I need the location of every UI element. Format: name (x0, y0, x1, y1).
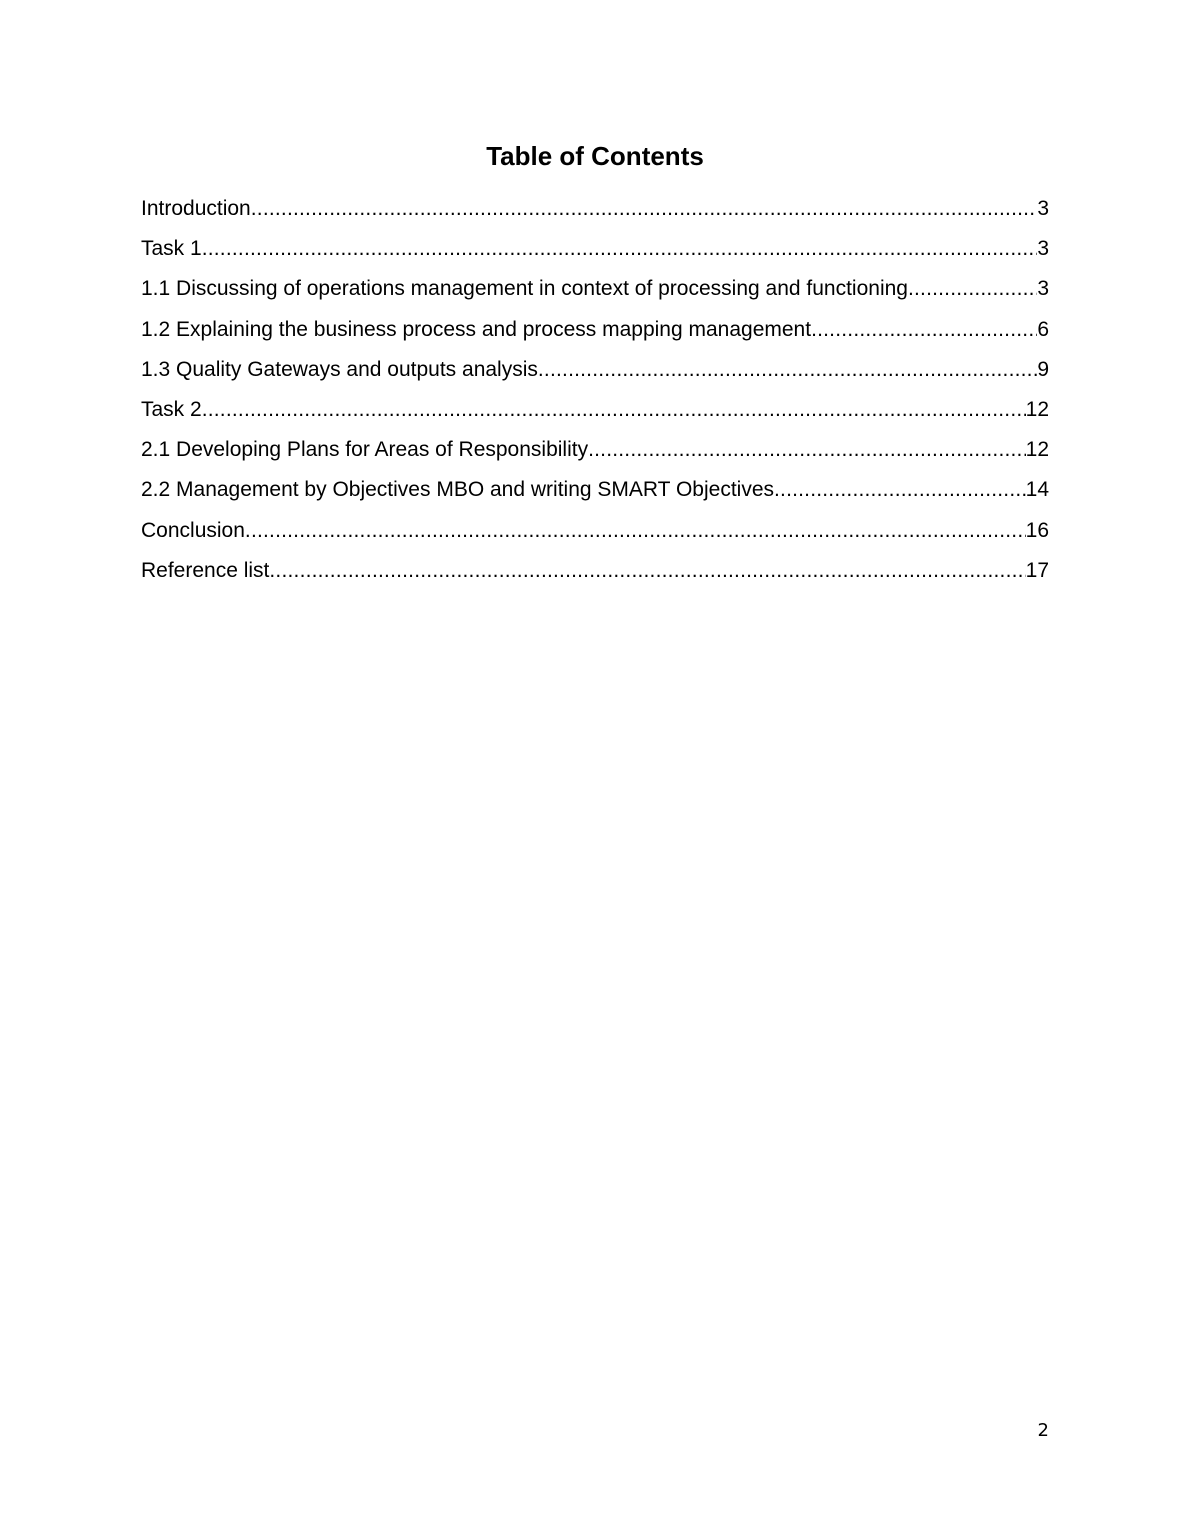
toc-entry-task-2[interactable] (141, 392, 1049, 432)
toc-entry-label: Task 2 (141, 397, 202, 421)
toc-entry-page: 9 (1037, 357, 1049, 381)
toc-list (141, 191, 1049, 593)
toc-entry-introduction[interactable] (141, 191, 1049, 231)
toc-dot-leader (774, 472, 1026, 508)
toc-entry-label: Introduction (141, 197, 251, 220)
toc-entry-1-2[interactable] (141, 312, 1049, 352)
toc-entry-2-1[interactable] (141, 432, 1049, 472)
toc-entry-2-2[interactable] (141, 472, 1049, 512)
toc-entry-page: 3 (1037, 197, 1049, 220)
toc-entry-label: Task 1 (141, 237, 202, 261)
toc-entry-1-3[interactable] (141, 352, 1049, 392)
toc-entry-page: 3 (1037, 237, 1049, 261)
toc-entry-conclusion[interactable] (141, 513, 1049, 553)
toc-dot-leader (202, 392, 1026, 428)
page-number: 2 (1037, 1420, 1049, 1441)
toc-dot-leader (811, 312, 1037, 348)
toc-dot-leader (588, 432, 1026, 468)
toc-entry-1-1[interactable] (141, 271, 1049, 311)
toc-dot-leader (908, 271, 1037, 307)
toc-entry-page: 14 (1025, 478, 1049, 502)
toc-title: Table of Contents (486, 141, 704, 171)
toc-dot-leader (269, 553, 1025, 589)
toc-entry-label: 2.1 Developing Plans for Areas of Responsibility (141, 438, 589, 462)
toc-entry-page: 17 (1025, 558, 1049, 582)
toc-entry-page: 12 (1025, 397, 1049, 421)
toc-entry-label: 1.2 Explaining the business process and process mapping management (141, 317, 812, 341)
toc-entry-page: 12 (1025, 438, 1049, 462)
toc-entry-label: 1.1 Discussing of operations management in context of processing and functioning (141, 277, 908, 301)
toc-entry-label: Conclusion (141, 518, 245, 542)
toc-dot-leader (245, 513, 1026, 549)
toc-dot-leader (202, 231, 1038, 267)
toc-dot-leader (251, 191, 1038, 227)
toc-entry-label: 2.2 Management by Objectives MBO and writing SMART Objectives (141, 478, 774, 502)
toc-entry-page: 16 (1025, 518, 1049, 542)
toc-dot-leader (538, 352, 1037, 388)
toc-entry-task-1[interactable] (141, 231, 1049, 271)
toc-entry-label: Reference list (141, 558, 270, 582)
toc-entry-reference-list[interactable] (141, 553, 1049, 593)
toc-entry-label: 1.3 Quality Gateways and outputs analysis (141, 357, 538, 381)
toc-entry-page: 6 (1037, 317, 1049, 341)
toc-entry-page: 3 (1037, 277, 1049, 301)
